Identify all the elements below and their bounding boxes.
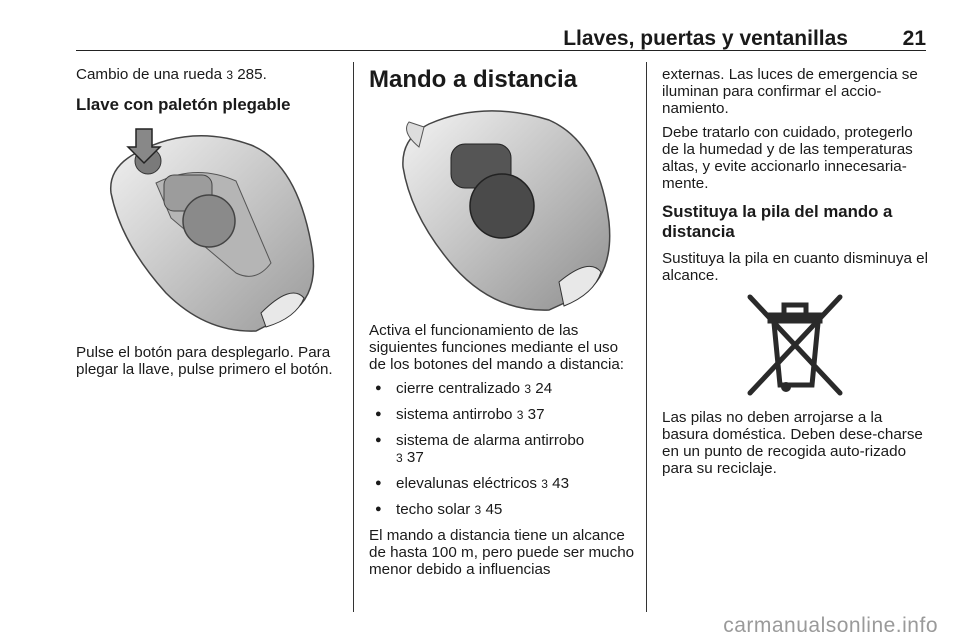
- intro-paragraph: Activa el funcionamiento de las siguientes funciones mediante el uso de los botones del mando a distancia:: [369, 322, 624, 373]
- page-ref-arrow-icon: 3: [541, 477, 548, 491]
- column-divider-2: [646, 62, 647, 612]
- crossed-bin-icon: [662, 291, 928, 399]
- list-item: ● techo solar 3 45: [369, 501, 635, 519]
- list-item: ● sistema de alarma antirrobo 3 37: [369, 432, 635, 467]
- page-number: 21: [902, 27, 926, 50]
- column-1: [76, 66, 342, 385]
- column-3: [662, 66, 928, 484]
- body-paragraph: Pulse el botón para desplegarlo. Para plegar la llave, pulse primero el botón.: [76, 344, 333, 378]
- body-paragraph: externas. Las luces de emergencia se iluminan para confirmar el accio-namiento.: [662, 66, 918, 117]
- body-paragraph: Sustituya la pila en cuanto disminuya el alcance.: [662, 250, 928, 284]
- flip-key-image: [76, 123, 342, 333]
- column-divider-1: [353, 62, 354, 612]
- list-item: ● sistema antirrobo 3 37: [369, 406, 635, 424]
- body-paragraph: Las pilas no deben arrojarse a la basura doméstica. Deben dese-charse en un punto de recogida auto-rizado para su reciclaje.: [662, 409, 923, 477]
- cross-reference: Cambio de una rueda 3 285.: [76, 66, 267, 83]
- function-list: [369, 380, 635, 519]
- page-ref-arrow-icon: 3: [516, 408, 524, 422]
- body-paragraph: El mando a distancia tiene un alcance de hasta 100 m, pero puede ser mucho menor debido a influencias: [369, 527, 635, 578]
- list-item: ● elevalunas eléctricos 3 43: [369, 475, 635, 493]
- page-ref-arrow-icon: 3: [524, 382, 532, 396]
- watermark: carmanualsonline.info: [723, 614, 938, 637]
- section-heading-flip-key: Llave con paletón plegable: [76, 95, 291, 114]
- page-ref-arrow-icon: 3: [396, 451, 403, 465]
- header-rule: [76, 50, 926, 51]
- section-heading-remote: Mando a distancia: [369, 66, 578, 93]
- page-ref-arrow-icon: 3: [226, 68, 233, 82]
- column-2: [369, 66, 635, 585]
- page-header-title: Llaves, puertas y ventanillas: [563, 27, 848, 50]
- page-ref-arrow-icon: 3: [474, 503, 482, 517]
- section-heading-battery: Sustituya la pila del mando a distancia: [662, 202, 893, 241]
- list-item: ● cierre centralizado 3 24: [369, 380, 635, 398]
- remote-key-image: [369, 102, 635, 312]
- body-paragraph: Debe tratarlo con cuidado, protegerlo de la humedad y de las temperaturas altas, y evite accionarlo innecesaria-mente.: [662, 124, 913, 192]
